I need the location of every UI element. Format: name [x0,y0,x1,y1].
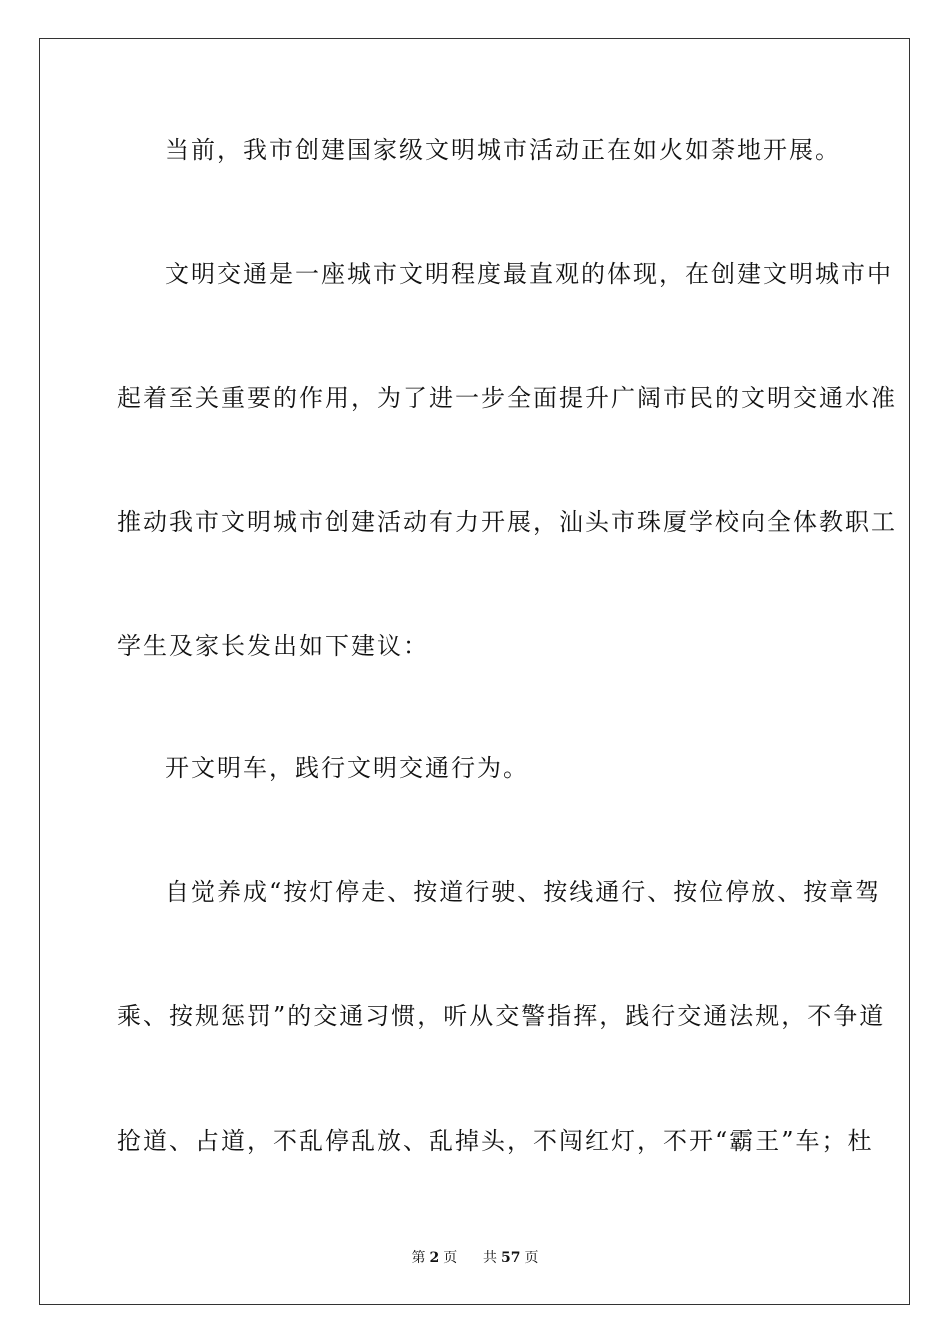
paragraph-line-1: 当前，我市创建国家级文明城市活动正在如火如荼地开展。 [165,136,841,164]
page-prefix: 第 [411,1250,426,1266]
page-border [39,38,910,1305]
paragraph-line-2: 文明交通是一座城市文明程度最直观的体现，在创建文明城市中 [165,260,893,288]
paragraph-line-7: 自觉养成“按灯停走、按道行驶、按线通行、按位停放、按章驾 [165,878,882,906]
paragraph-line-3: 起着至关重要的作用，为了进一步全面提升广阔市民的文明交通水准 [117,384,897,412]
paragraph-line-8: 乘、按规惩罚”的交通习惯，听从交警指挥，践行交通法规，不争道 [117,1002,886,1030]
total-suffix: 页 [524,1250,539,1266]
paragraph-line-6: 开文明车，践行文明交通行为。 [165,754,529,782]
total-pages-label [481,1250,540,1266]
paragraph-line-9: 抢道、占道，不乱停乱放、乱掉头，不闯红灯，不开“霸王”车；杜 [117,1127,874,1155]
page-footer [0,1247,950,1267]
page-suffix: 页 [443,1250,458,1266]
page-number: 2 [429,1250,440,1266]
total-pages: 57 [501,1250,521,1266]
paragraph-line-4: 推动我市文明城市创建活动有力开展，汕头市珠厦学校向全体教职工 [117,508,897,536]
paragraph-line-5: 学生及家长发出如下建议： [117,632,429,660]
total-prefix: 共 [483,1250,498,1266]
page-number-label [409,1250,459,1266]
